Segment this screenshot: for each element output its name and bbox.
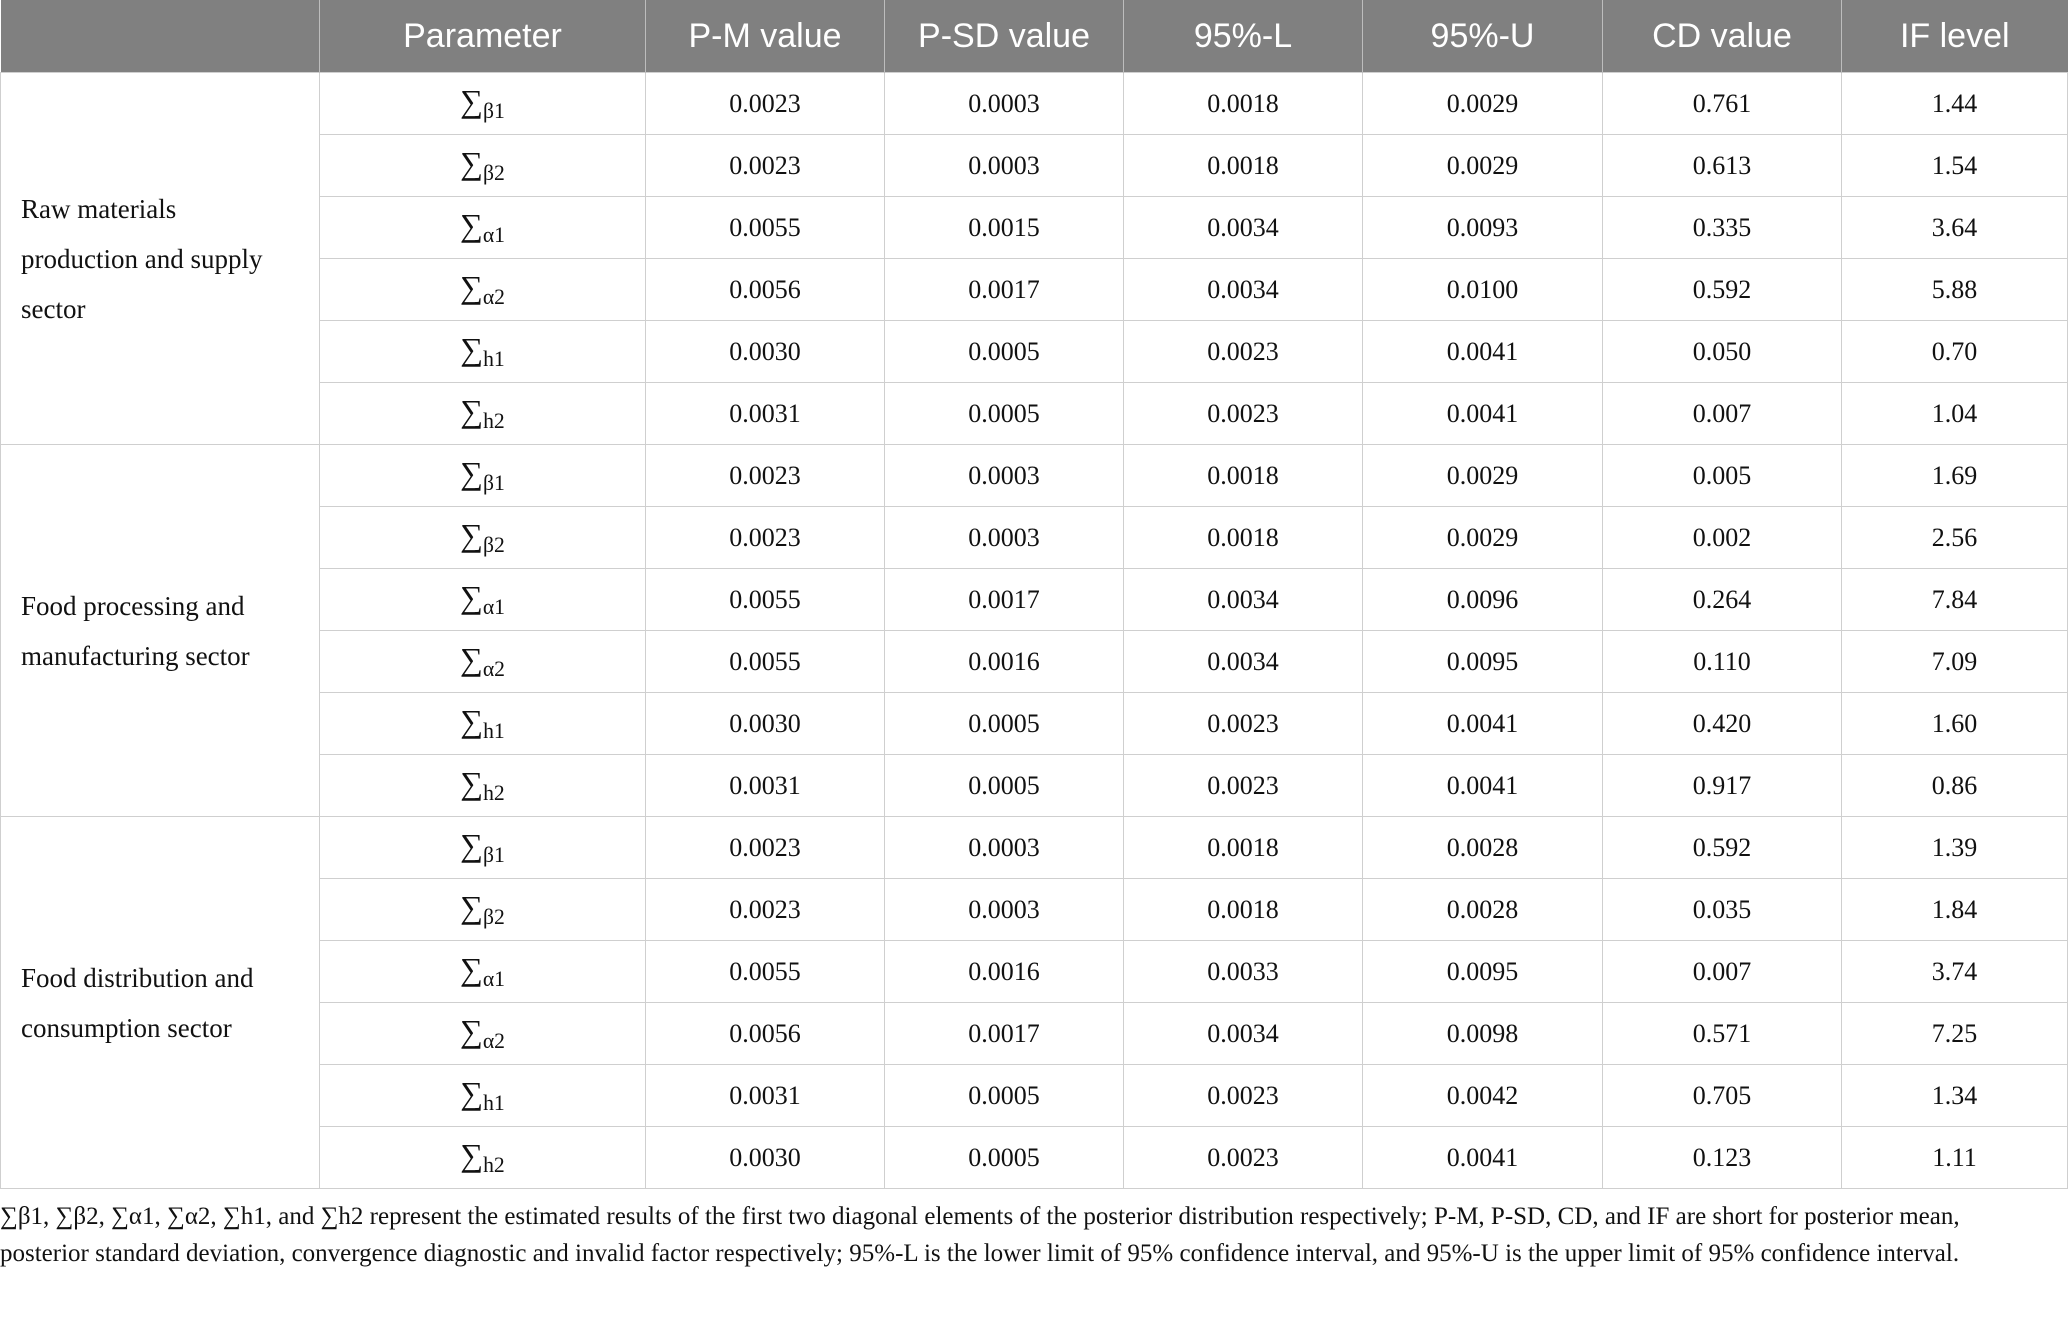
lower-cell: 0.0033 [1124, 941, 1363, 1003]
if-cell: 1.11 [1842, 1127, 2068, 1189]
psd-cell: 0.0005 [885, 321, 1124, 383]
sum-subscript: β2 [482, 905, 505, 930]
cd-cell: 0.002 [1603, 507, 1842, 569]
parameter-cell [320, 383, 646, 445]
if-cell: 1.84 [1842, 879, 2068, 941]
sum-subscript: h1 [483, 719, 505, 744]
lower-cell: 0.0034 [1124, 631, 1363, 693]
if-cell: 5.88 [1842, 259, 2068, 321]
upper-cell: 0.0029 [1363, 73, 1603, 135]
psd-cell: 0.0017 [885, 259, 1124, 321]
upper-cell: 0.0028 [1363, 817, 1603, 879]
upper-cell: 0.0029 [1363, 507, 1603, 569]
table-footnote: ∑β1, ∑β2, ∑α1, ∑α2, ∑h1, and ∑h2 represent the estimated results of the first two diagonal elements of the posterior distribution respectively; P-M, P-SD, CD, and IF are short for posterior mean, posterior standard deviation, convergence diagnostic and invalid factor respectively; 95%-L is the lower limit of 95% confidence interval, and 95%-U is the upper limit of 95% confidence interval. [0, 1203, 1960, 1267]
lower-cell: 0.0018 [1124, 507, 1363, 569]
if-cell: 0.86 [1842, 755, 2068, 817]
psd-cell: 0.0003 [885, 817, 1124, 879]
cd-cell: 0.335 [1603, 197, 1842, 259]
psd-cell: 0.0003 [885, 445, 1124, 507]
sector-label: Food processing and manufacturing sector [1, 445, 320, 817]
parameter-cell [320, 755, 646, 817]
table-row [1, 817, 2068, 879]
parameter-cell [320, 693, 646, 755]
cd-cell: 0.613 [1603, 135, 1842, 197]
psd-cell: 0.0015 [885, 197, 1124, 259]
cd-cell: 0.761 [1603, 73, 1842, 135]
psd-cell: 0.0017 [885, 569, 1124, 631]
upper-cell: 0.0100 [1363, 259, 1603, 321]
pm-cell: 0.0023 [646, 73, 885, 135]
upper-cell: 0.0041 [1363, 383, 1603, 445]
if-cell: 1.54 [1842, 135, 2068, 197]
pm-cell: 0.0056 [646, 1003, 885, 1065]
if-cell: 2.56 [1842, 507, 2068, 569]
upper-cell: 0.0041 [1363, 321, 1603, 383]
parameter-cell [320, 507, 646, 569]
cd-cell: 0.705 [1603, 1065, 1842, 1127]
psd-cell: 0.0005 [885, 1127, 1124, 1189]
parameter-cell [320, 817, 646, 879]
psd-cell: 0.0003 [885, 135, 1124, 197]
cd-cell: 0.420 [1603, 693, 1842, 755]
sum-subscript: β2 [482, 533, 505, 558]
header-upper: 95%-U [1363, 0, 1603, 73]
if-cell: 0.70 [1842, 321, 2068, 383]
table-row [1, 445, 2068, 507]
if-cell: 1.04 [1842, 383, 2068, 445]
sum-subscript: h2 [483, 1153, 505, 1178]
if-cell: 1.69 [1842, 445, 2068, 507]
lower-cell: 0.0018 [1124, 73, 1363, 135]
sum-symbol: ∑ [460, 144, 483, 181]
pm-cell: 0.0056 [646, 259, 885, 321]
upper-cell: 0.0041 [1363, 755, 1603, 817]
psd-cell: 0.0003 [885, 507, 1124, 569]
pm-cell: 0.0031 [646, 755, 885, 817]
lower-cell: 0.0023 [1124, 1065, 1363, 1127]
header-row [1, 0, 2068, 73]
header-pm: P-M value [646, 0, 885, 73]
sum-symbol: ∑ [460, 578, 483, 615]
pm-cell: 0.0055 [646, 631, 885, 693]
sum-subscript: α1 [482, 223, 505, 248]
cd-cell: 0.123 [1603, 1127, 1842, 1189]
sum-symbol: ∑ [460, 888, 483, 925]
sum-symbol: ∑ [460, 1012, 483, 1049]
psd-cell: 0.0003 [885, 73, 1124, 135]
upper-cell: 0.0029 [1363, 445, 1603, 507]
pm-cell: 0.0031 [646, 383, 885, 445]
parameter-cell [320, 135, 646, 197]
sum-subscript: h1 [483, 1091, 505, 1116]
sum-symbol: ∑ [460, 764, 484, 801]
sum-symbol: ∑ [460, 1074, 484, 1111]
sum-symbol: ∑ [460, 206, 483, 243]
sum-subscript: α1 [482, 967, 505, 992]
lower-cell: 0.0018 [1124, 817, 1363, 879]
header-cd: CD value [1603, 0, 1842, 73]
psd-cell: 0.0005 [885, 1065, 1124, 1127]
upper-cell: 0.0095 [1363, 941, 1603, 1003]
parameter-cell [320, 1065, 646, 1127]
if-cell: 3.74 [1842, 941, 2068, 1003]
upper-cell: 0.0096 [1363, 569, 1603, 631]
lower-cell: 0.0034 [1124, 1003, 1363, 1065]
cd-cell: 0.110 [1603, 631, 1842, 693]
table-body [1, 73, 2068, 1189]
if-cell: 7.84 [1842, 569, 2068, 631]
sum-symbol: ∑ [460, 702, 484, 739]
if-cell: 1.34 [1842, 1065, 2068, 1127]
cd-cell: 0.592 [1603, 817, 1842, 879]
parameter-cell [320, 445, 646, 507]
cd-cell: 0.007 [1603, 941, 1842, 1003]
pm-cell: 0.0023 [646, 445, 885, 507]
sum-symbol: ∑ [460, 1136, 484, 1173]
cd-cell: 0.571 [1603, 1003, 1842, 1065]
pm-cell: 0.0030 [646, 693, 885, 755]
sum-subscript: h2 [483, 781, 505, 806]
sector-label: Food distribution and consumption sector [1, 817, 320, 1189]
sum-symbol: ∑ [460, 392, 484, 429]
sum-symbol: ∑ [460, 640, 483, 677]
pm-cell: 0.0055 [646, 197, 885, 259]
sum-symbol: ∑ [460, 454, 483, 491]
if-cell: 3.64 [1842, 197, 2068, 259]
sum-subscript: α1 [482, 595, 505, 620]
pm-cell: 0.0031 [646, 1065, 885, 1127]
psd-cell: 0.0016 [885, 941, 1124, 1003]
if-cell: 1.39 [1842, 817, 2068, 879]
sum-subscript: h1 [483, 347, 505, 372]
psd-cell: 0.0003 [885, 879, 1124, 941]
header-parameter: Parameter [320, 0, 646, 73]
if-cell: 1.44 [1842, 73, 2068, 135]
lower-cell: 0.0018 [1124, 135, 1363, 197]
parameter-cell [320, 197, 646, 259]
cd-cell: 0.007 [1603, 383, 1842, 445]
upper-cell: 0.0093 [1363, 197, 1603, 259]
upper-cell: 0.0029 [1363, 135, 1603, 197]
sum-symbol: ∑ [460, 516, 483, 553]
lower-cell: 0.0023 [1124, 755, 1363, 817]
upper-cell: 0.0041 [1363, 1127, 1603, 1189]
sector-label: Raw materials production and supply sector [1, 73, 320, 445]
sum-subscript: α2 [482, 285, 505, 310]
lower-cell: 0.0023 [1124, 321, 1363, 383]
lower-cell: 0.0018 [1124, 879, 1363, 941]
sum-subscript: β1 [482, 843, 505, 868]
lower-cell: 0.0034 [1124, 569, 1363, 631]
upper-cell: 0.0098 [1363, 1003, 1603, 1065]
parameter-cell [320, 1003, 646, 1065]
header-psd: P-SD value [885, 0, 1124, 73]
sum-subscript: α2 [482, 657, 505, 682]
sum-symbol: ∑ [460, 82, 483, 119]
upper-cell: 0.0095 [1363, 631, 1603, 693]
psd-cell: 0.0005 [885, 693, 1124, 755]
pm-cell: 0.0055 [646, 941, 885, 1003]
header-sector [1, 0, 320, 73]
sum-symbol: ∑ [460, 330, 484, 367]
parameter-cell [320, 879, 646, 941]
parameter-cell [320, 569, 646, 631]
lower-cell: 0.0023 [1124, 693, 1363, 755]
if-cell: 7.09 [1842, 631, 2068, 693]
parameter-cell [320, 1127, 646, 1189]
sum-symbol: ∑ [460, 826, 483, 863]
cd-cell: 0.264 [1603, 569, 1842, 631]
cd-cell: 0.917 [1603, 755, 1842, 817]
sum-subscript: β1 [482, 99, 505, 124]
parameter-cell [320, 73, 646, 135]
lower-cell: 0.0023 [1124, 383, 1363, 445]
sum-subscript: α2 [482, 1029, 505, 1054]
cd-cell: 0.592 [1603, 259, 1842, 321]
lower-cell: 0.0023 [1124, 1127, 1363, 1189]
pm-cell: 0.0055 [646, 569, 885, 631]
lower-cell: 0.0034 [1124, 197, 1363, 259]
if-cell: 7.25 [1842, 1003, 2068, 1065]
lower-cell: 0.0018 [1124, 445, 1363, 507]
pm-cell: 0.0023 [646, 135, 885, 197]
parameter-cell [320, 941, 646, 1003]
sum-subscript: h2 [483, 409, 505, 434]
cd-cell: 0.005 [1603, 445, 1842, 507]
upper-cell: 0.0042 [1363, 1065, 1603, 1127]
upper-cell: 0.0028 [1363, 879, 1603, 941]
lower-cell: 0.0034 [1124, 259, 1363, 321]
psd-cell: 0.0005 [885, 383, 1124, 445]
pm-cell: 0.0023 [646, 879, 885, 941]
sum-subscript: β2 [482, 161, 505, 186]
upper-cell: 0.0041 [1363, 693, 1603, 755]
pm-cell: 0.0030 [646, 321, 885, 383]
header-if: IF level [1842, 0, 2068, 73]
cd-cell: 0.035 [1603, 879, 1842, 941]
header-lower: 95%-L [1124, 0, 1363, 73]
cd-cell: 0.050 [1603, 321, 1842, 383]
psd-cell: 0.0005 [885, 755, 1124, 817]
if-cell: 1.60 [1842, 693, 2068, 755]
psd-cell: 0.0017 [885, 1003, 1124, 1065]
sum-subscript: β1 [482, 471, 505, 496]
pm-cell: 0.0023 [646, 507, 885, 569]
parameter-cell [320, 259, 646, 321]
parameter-cell [320, 631, 646, 693]
sum-symbol: ∑ [460, 268, 483, 305]
pm-cell: 0.0023 [646, 817, 885, 879]
sum-symbol: ∑ [460, 950, 483, 987]
parameter-cell [320, 321, 646, 383]
pm-cell: 0.0030 [646, 1127, 885, 1189]
table-row [1, 73, 2068, 135]
psd-cell: 0.0016 [885, 631, 1124, 693]
